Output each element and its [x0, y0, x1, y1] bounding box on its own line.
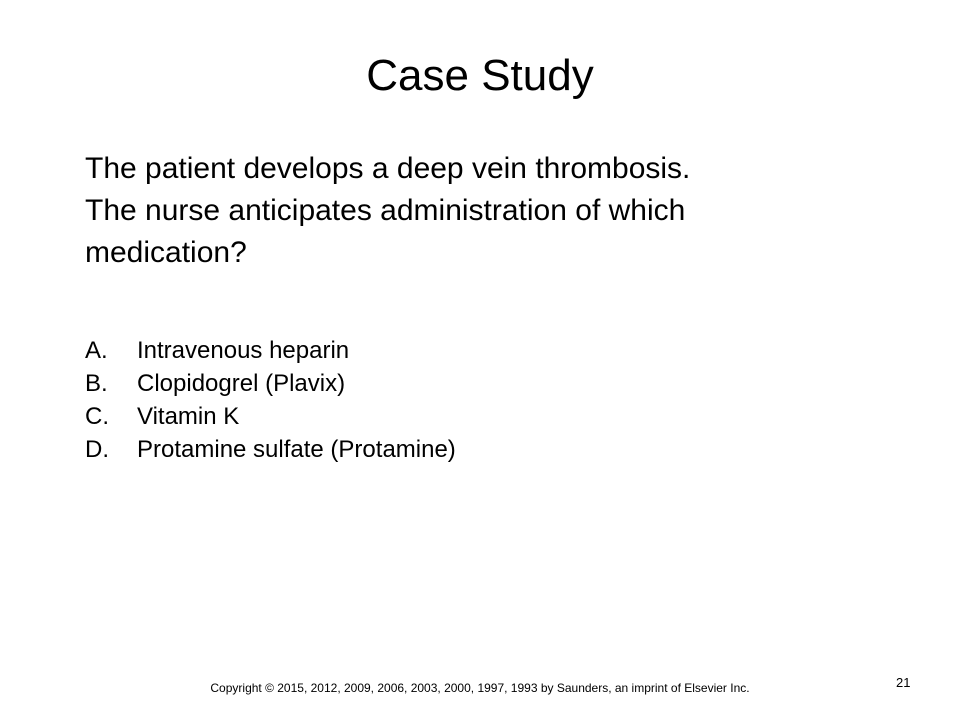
answer-letter: A.: [85, 337, 108, 364]
question-line: The nurse anticipates administration of which: [85, 194, 686, 227]
answer-text: Protamine sulfate (Protamine): [137, 436, 456, 463]
answer-option-a: [85, 334, 456, 367]
slide-title: Case Study: [366, 51, 594, 100]
answer-option-c: [85, 400, 456, 433]
answer-letter: D.: [85, 436, 109, 463]
answer-text: Intravenous heparin: [137, 337, 350, 364]
question-line: The patient develops a deep vein thrombosis.: [85, 152, 691, 185]
page-number: 21: [896, 675, 911, 690]
answer-letter: C.: [85, 403, 109, 430]
question-text: [85, 148, 885, 274]
answer-letter: B.: [85, 370, 108, 397]
answer-option-d: [85, 433, 456, 466]
answer-text: Vitamin K: [137, 403, 240, 430]
question-line: medication?: [85, 236, 247, 269]
copyright-footer: Copyright © 2015, 2012, 2009, 2006, 2003, 2000, 1997, 1993 by Saunders, an imprint of Elsevier Inc.: [210, 681, 750, 695]
answer-text: Clopidogrel (Plavix): [137, 370, 346, 397]
answer-list: [85, 334, 456, 466]
answer-option-b: [85, 367, 456, 400]
